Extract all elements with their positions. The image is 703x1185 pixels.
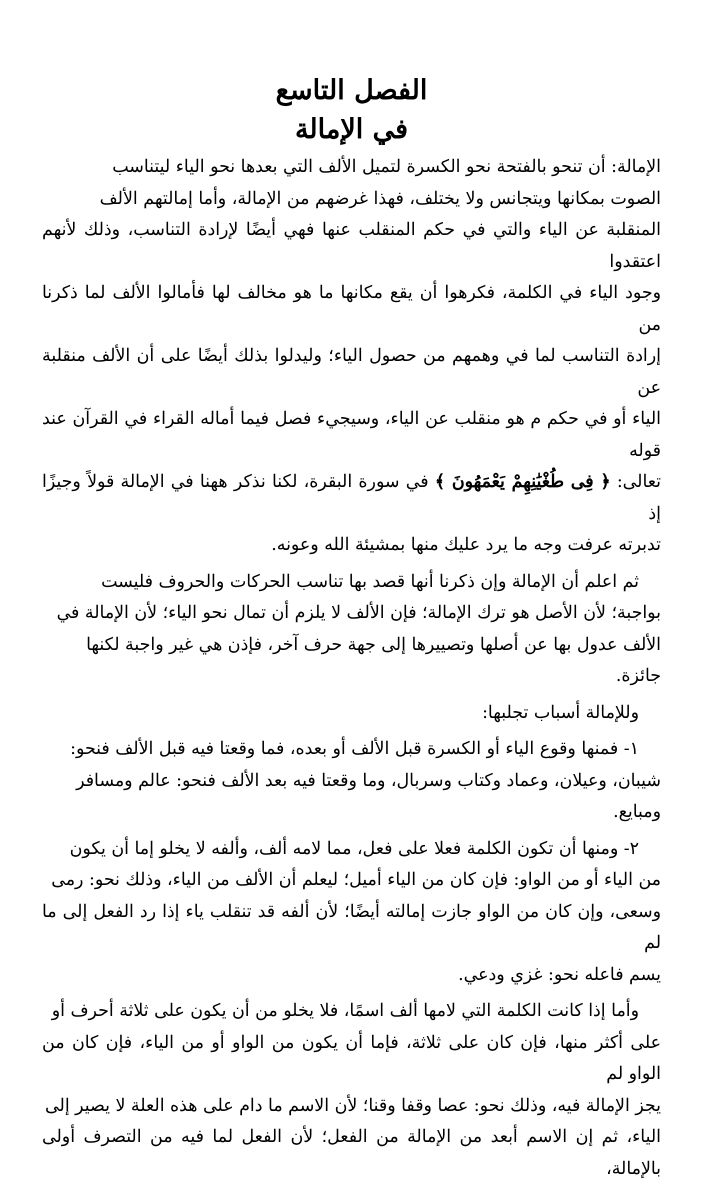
paragraph-definition-text-end: في سورة البقرة، لكنا نذكر ههنا في الإمالة قولاً وجيزًا إذ تدبرته عرفت وجه ما يرد عليك منها بمشيئة الله وعونه. [42,472,661,555]
paragraph-noun-case: وأما إذا كانت الكلمة التي لامها ألف اسمًا، فلا يخلو من أن يكون على ثلاثة أحرف أو على أكثر منها، فإن كان على ثلاثة، فإما أن يكون من الواو أو من الياء، فإن كان من الواو لم يجز الإمالة فيه، وذلك نحو: عصا وقفا وقنا؛ لأن الاسم ما دام على هذه العلة لا يصير إلى الياء، ثم إن الاسم أبعد من الإمالة من الفعل؛ لأن الفعل لما فيه من التصرف أولى بالإمالة، [42,1001,661,1179]
paragraph-definition-text: الإمالة: أن تنحو بالفتحة نحو الكسرة لتميل الألف التي بعدها نحو الياء ليتناسب الصوت بمكانها ويتجانس ولا يختلف، فهذا غرضهم من الإمالة، وأما إمالتهم الألف المنقلبة عن الياء والتي في حكم المنقلب عنها فهي أيضًا لإرادة التناسب، وذلك لأنهم اعتقدوا وجود الياء في الكلمة، فكرهوا أن يقع مكانها ما هو مخالف لها فأمالوا الألف لما ذكرنا من إرادة التناسب لما في وهمهم من حصول الياء؛ وليدلوا بذلك أيضًا على أن الألف منقلبة عن الياء أو في حكم م هو منقلب عن الياء، وسيجيء فصل فيما أماله القراء في القرآن عند قوله تعالى: [42,157,662,492]
section-title: في الإمالة [294,114,409,145]
paragraph-causes-intro: وللإمالة أسباب تجلبها: [482,702,639,723]
paragraph-definition [42,152,661,562]
quran-verse: ﴿ فِى طُغْيَٰنِهِمْ يَعْمَهُونَ ﴾ [434,472,611,492]
paragraph-not-obligatory: ثم اعلم أن الإمالة وإن ذكرنا أنها قصد بها تناسب الحركات والحروف فليست بواجبة؛ لأن الأصل هو ترك الإمالة؛ فإن الألف لا يلزم أن تمال نحو الياء؛ لأن الإمالة في الألف عدول بها عن أصلها وتصييرها إلى جهة حرف آخر، فإذن هي غير واجبة لكنها جائزة. [56,571,661,686]
paragraph-cause-1: ١- فمنها وقوع الياء أو الكسرة قبل الألف أو بعده، فما وقعتا فيه قبل الألف فنحو: شيبان، وعيلان، وعماد وكتاب وسربال، وما وقعتا فيه بعد الألف فنحو: عالم ومسافر ومبايع. [70,739,661,822]
paragraph-cause-2: ٢- ومنها أن تكون الكلمة فعلا على فعل، مما لامه ألف، وألفه لا يخلو إما أن يكون من الياء أو من الواو: فإن كان من الياء أميل؛ ليعلم أن الألف من الياء، وذلك نحو: رمى وسعى، وإن كان من الواو جازت إمالته أيضًا؛ لأن ألفه قد تنقلب ياء إذا رد الفعل إلى ما لم يسم فاعله نحو: غزي ودعي. [42,838,661,985]
chapter-title: الفصل التاسع [275,75,428,106]
